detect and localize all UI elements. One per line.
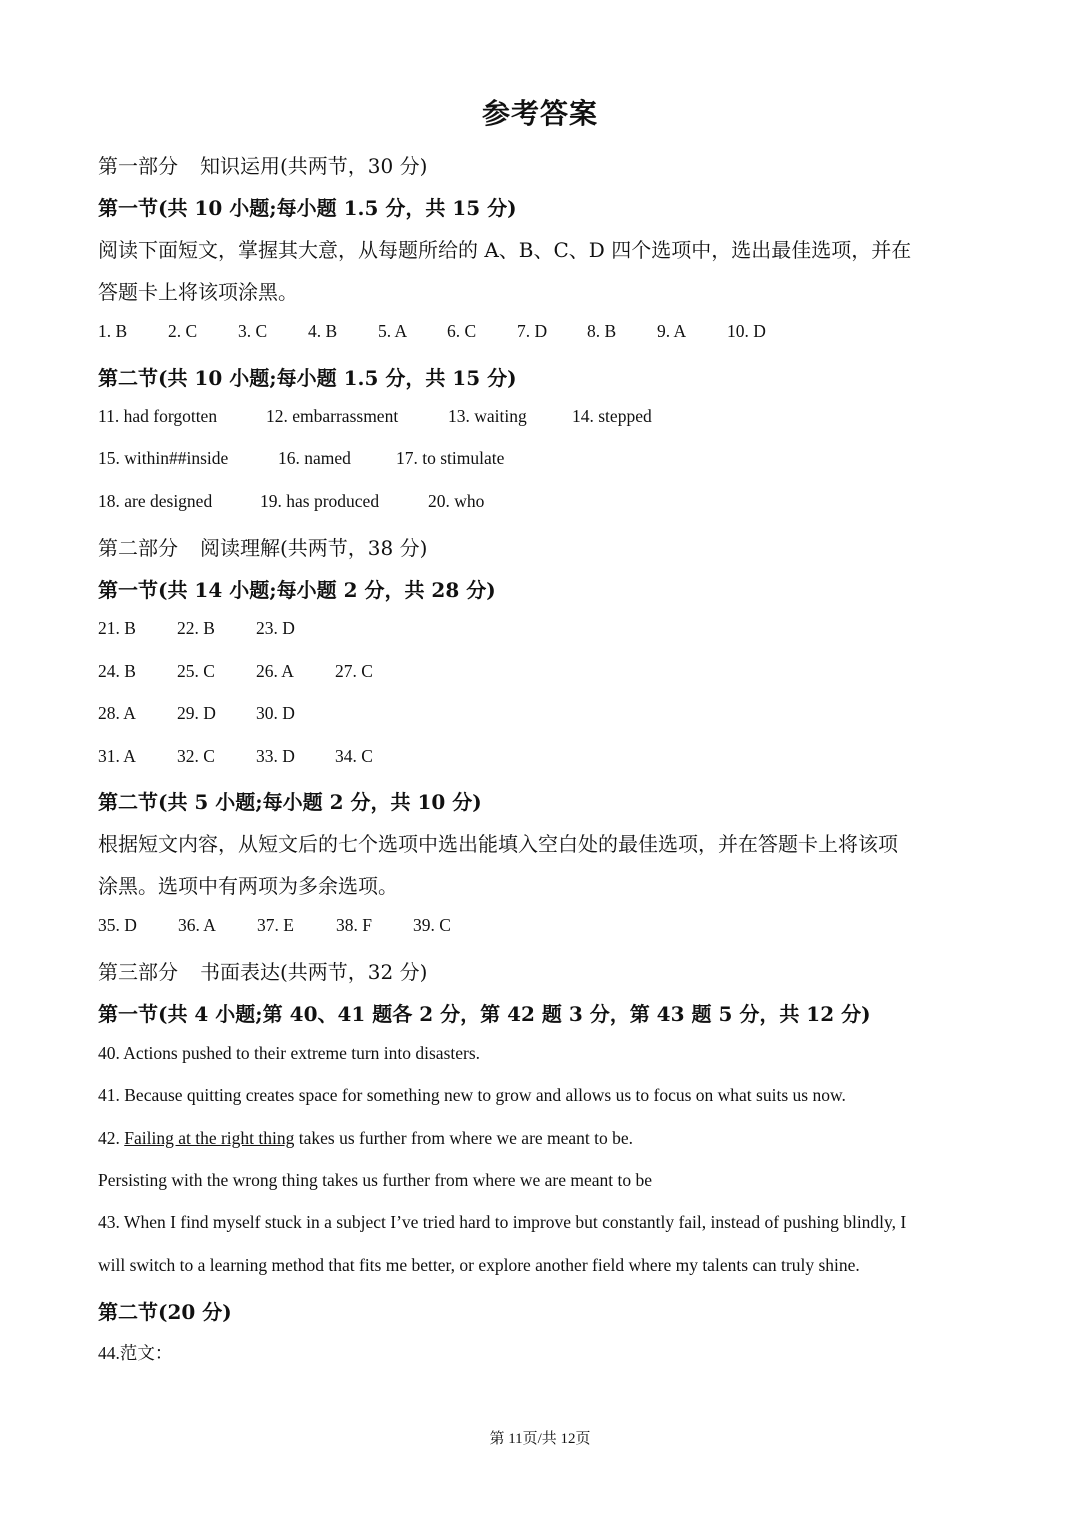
answer-item: 28. A	[98, 703, 136, 723]
answer-item: 13. waiting	[448, 406, 527, 426]
answer-item: 37. E	[257, 915, 294, 935]
part3-heading	[98, 956, 427, 985]
part2-sec1-answers-row2	[98, 661, 373, 682]
part2-sec2-heading: 第二节(共 5 小题;每小题 2 分，共 10 分)	[98, 790, 482, 814]
answer-42-number: 42.	[98, 1128, 125, 1148]
answer-item: 25. C	[177, 661, 215, 681]
answer-item: 9. A	[657, 321, 687, 341]
part1-title: 知识运用(共两节，30 分)	[200, 154, 428, 178]
answer-item: 16. named	[278, 448, 351, 468]
part1-sec2-answers-row1	[98, 406, 652, 427]
part3-label: 第三部分	[98, 960, 178, 984]
answer-item: 39. C	[413, 915, 451, 935]
answer-41: 41. Because quitting creates space for something new to grow and allows us to focus on what suits us now.	[98, 1085, 846, 1105]
answer-item: 36. A	[178, 915, 216, 935]
part1-sec2-answers-row2	[98, 448, 504, 469]
answer-item: 5. A	[378, 321, 408, 341]
answer-43-line2: will switch to a learning method that fits me better, or explore another field where my talents can truly shine.	[98, 1255, 860, 1275]
part1-sec1-heading: 第一节(共 10 小题;每小题 1.5 分，共 15 分)	[98, 196, 517, 220]
answer-item: 24. B	[98, 661, 136, 681]
answer-item: 32. C	[177, 746, 215, 766]
part1-heading	[98, 150, 427, 179]
answer-item: 30. D	[256, 703, 295, 723]
answer-44-label: 44.范文：	[98, 1343, 173, 1363]
answer-item: 38. F	[336, 915, 372, 935]
part2-sec2-instruction-line2: 涂黑。选项中有两项为多余选项。	[98, 874, 398, 898]
answer-item: 18. are designed	[98, 491, 213, 511]
answer-item: 23. D	[256, 618, 295, 638]
answer-42	[98, 1128, 633, 1149]
answer-item: 22. B	[177, 618, 215, 638]
answer-42-underlined: Failing at the right thing	[124, 1128, 295, 1148]
answer-item: 27. C	[335, 661, 373, 681]
answer-40: 40. Actions pushed to their extreme turn into disasters.	[98, 1043, 481, 1063]
part2-label: 第二部分	[98, 536, 178, 560]
answer-item: 8. B	[587, 321, 617, 341]
part1-sec2-answers-row3	[98, 491, 484, 512]
answer-item: 3. C	[238, 321, 268, 341]
part1-sec1-answers	[98, 321, 766, 342]
answer-item: 14. stepped	[572, 406, 652, 426]
answer-item: 34. C	[335, 746, 373, 766]
part2-heading	[98, 532, 427, 561]
answer-item: 4. B	[308, 321, 338, 341]
answer-item: 35. D	[98, 915, 137, 935]
part1-sec2-heading: 第二节(共 10 小题;每小题 1.5 分，共 15 分)	[98, 366, 517, 390]
part1-sec1-instruction-line2: 答题卡上将该项涂黑。	[98, 280, 298, 304]
answer-item: 21. B	[98, 618, 136, 638]
part2-sec1-answers-row4	[98, 746, 373, 767]
answer-item: 7. D	[517, 321, 548, 341]
answer-42-rest: takes us further from where we are meant to be.	[294, 1128, 634, 1148]
answer-item: 15. within##inside	[98, 448, 229, 468]
answer-item: 1. B	[98, 321, 128, 341]
answer-item: 33. D	[256, 746, 295, 766]
part2-title: 阅读理解(共两节，38 分)	[200, 536, 428, 560]
answer-item: 20. who	[428, 491, 485, 511]
answer-item: 6. C	[447, 321, 477, 341]
part1-sec1-instruction-line1: 阅读下面短文，掌握其大意，从每题所给的 A、B、C、D 四个选项中，选出最佳选项，并在	[98, 238, 912, 262]
part3-sec1-heading: 第一节(共 4 小题;第 40、41 题各 2 分，第 42 题 3 分，第 43 题 5 分，共 12 分)	[98, 1002, 871, 1026]
part3-sec2-heading: 第二节(20 分)	[98, 1300, 232, 1324]
answer-item: 10. D	[727, 321, 766, 341]
part1-label: 第一部分	[98, 154, 178, 178]
page-title: 参考答案	[481, 97, 598, 130]
answer-42-line2: Persisting with the wrong thing takes us further from where we are meant to be	[98, 1170, 653, 1190]
answer-item: 19. has produced	[260, 491, 380, 511]
answer-item: 12. embarrassment	[266, 406, 399, 426]
answer-item: 17. to stimulate	[396, 448, 505, 468]
part3-title: 书面表达(共两节，32 分)	[200, 960, 428, 984]
part2-sec1-heading: 第一节(共 14 小题;每小题 2 分，共 28 分)	[98, 578, 496, 602]
answer-item: 31. A	[98, 746, 136, 766]
part2-sec1-answers-row1	[98, 618, 295, 639]
page-number: 第 11页/共 12页	[489, 1431, 591, 1447]
answer-item: 29. D	[177, 703, 216, 723]
answer-item: 11. had forgotten	[98, 406, 218, 426]
answer-43-line1: 43. When I find myself stuck in a subject I’ve tried hard to improve but constantly fail, instead of pushing blindly, I	[98, 1212, 907, 1232]
part2-sec1-answers-row3	[98, 703, 295, 724]
answer-item: 26. A	[256, 661, 294, 681]
part2-sec2-answers	[98, 915, 451, 936]
answer-item: 2. C	[168, 321, 198, 341]
part2-sec2-instruction-line1: 根据短文内容，从短文后的七个选项中选出能填入空白处的最佳选项，并在答题卡上将该项	[98, 832, 898, 856]
